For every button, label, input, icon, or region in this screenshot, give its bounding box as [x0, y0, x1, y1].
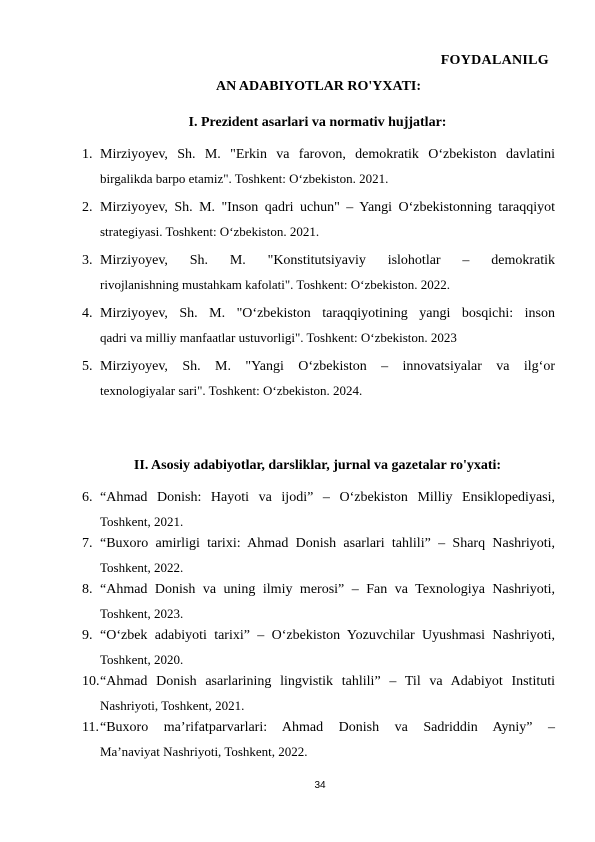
reference-text-line1: “Ahmad Donish: Hayoti va ijodi” – O‘zbekiston Milliy Ensiklopediyasi,: [100, 490, 555, 505]
reference-text-line2: Toshkent, 2021.: [100, 514, 184, 529]
page-number: 34: [314, 780, 326, 791]
reference-text-line1: Mirziyoyev, Sh. M. "Erkin va farovon, demokratik O‘zbekiston davlatini: [100, 147, 555, 162]
reference-text-line1: “Buxoro amirligi tarixi: Ahmad Donish asarlari tahlili” – Sharq Nashriyoti,: [100, 536, 555, 551]
reference-text-line2: Toshkent, 2022.: [100, 560, 184, 575]
reference-text-line2: birgalikda barpo etamiz". Toshkent: O‘zbekiston. 2021.: [100, 171, 389, 186]
reference-number: 4.: [82, 306, 93, 321]
reference-item: [82, 486, 555, 532]
reference-number: 6.: [82, 490, 93, 505]
reference-number: 11.: [82, 720, 99, 735]
reference-text-line2: texnologiyalar sari". Toshkent: O‘zbekiston. 2024.: [100, 383, 363, 398]
reference-number: 9.: [82, 628, 93, 643]
reference-text-line2: Nashriyoti, Toshkent, 2021.: [100, 698, 245, 713]
reference-item: [82, 578, 555, 624]
reference-number: 7.: [82, 536, 93, 551]
section-title-2: II. Asosiy adabiyotlar, darsliklar, jurnal va gazetalar ro'yxati:: [133, 458, 502, 473]
reference-text-line1: “Ahmad Donish asarlarining lingvistik tahlili” – Til va Adabiyot Instituti: [100, 674, 555, 689]
reference-list-1: [82, 143, 555, 408]
reference-number: 10.: [82, 674, 100, 689]
reference-number: 1.: [82, 147, 93, 162]
reference-number: 2.: [82, 200, 93, 215]
reference-text-line1: “Buxoro ma’rifatparvarlari: Ahmad Donish va Sadriddin Ayniy” –: [100, 720, 555, 735]
reference-text-line1: Mirziyoyev, Sh. M. "Inson qadri uchun" – Yangi O‘zbekistonning taraqqiyot: [100, 200, 555, 215]
reference-text-line2: rivojlanishning mustahkam kafolati". Toshkent: O‘zbekiston. 2022.: [100, 277, 451, 292]
reference-item: [82, 716, 555, 762]
heading-line-1: FOYDALANILG: [440, 53, 549, 68]
reference-text-line1: “Ahmad Donish va uning ilmiy merosi” – Fan va Texnologiya Nashriyoti,: [100, 582, 555, 597]
reference-item: [82, 249, 555, 302]
reference-item: [82, 624, 555, 670]
reference-item: [82, 196, 555, 249]
reference-text-line1: Mirziyoyev, Sh. M. "O‘zbekiston taraqqiyotining yangi bosqichi: inson: [100, 306, 555, 321]
reference-item: [82, 302, 555, 355]
reference-text-line2: qadri va milliy manfaatlar ustuvorligi". Toshkent: O‘zbekiston. 2023: [100, 330, 457, 345]
reference-text-line1: “O‘zbek adabiyoti tarixi” – O‘zbekiston Yozuvchilar Uyushmasi Nashriyoti,: [100, 628, 555, 643]
reference-text-line1: Mirziyoyev, Sh. M. "Konstitutsiyaviy islohotlar – demokratik: [100, 253, 555, 268]
reference-text-line2: strategiyasi. Toshkent: O‘zbekiston. 2021.: [100, 224, 320, 239]
reference-number: 5.: [82, 359, 93, 374]
reference-text-line2: Ma’naviyat Nashriyoti, Toshkent, 2022.: [100, 744, 308, 759]
reference-item: [82, 143, 555, 196]
reference-list-2: [82, 486, 555, 762]
reference-number: 8.: [82, 582, 93, 597]
reference-text-line1: Mirziyoyev, Sh. M. "Yangi O‘zbekiston – innovatsiyalar va ilg‘or: [100, 359, 555, 374]
reference-number: 3.: [82, 253, 93, 268]
reference-item: [82, 670, 555, 716]
reference-item: [82, 532, 555, 578]
heading-line-2: AN ADABIYOTLAR RO'YXATI:: [215, 79, 422, 94]
reference-text-line2: Toshkent, 2023.: [100, 606, 184, 621]
reference-item: [82, 355, 555, 408]
section-title-1: I. Prezident asarlari va normativ hujjatlar:: [188, 115, 447, 130]
reference-text-line2: Toshkent, 2020.: [100, 652, 184, 667]
